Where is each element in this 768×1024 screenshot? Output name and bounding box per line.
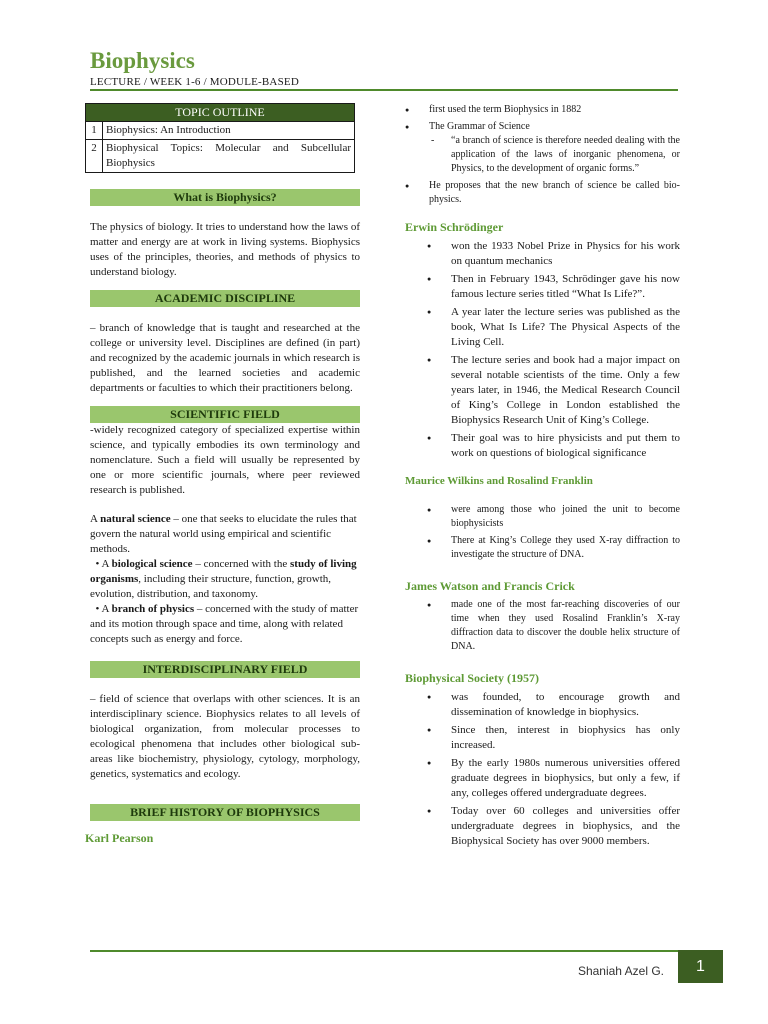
wilkins-list [405, 503, 680, 562]
list-item: ● A year later the lecture series was published as the book, What Is Life? The Physical Aspects of the Living Cell. [405, 305, 680, 350]
list-item: ● were among those who joined the unit to become biophysicists [405, 503, 680, 531]
list-item: ● The Grammar of Science [383, 120, 680, 134]
what-paragraph: The physics of biology. It tries to understand how the laws of matter and energy are at work in living systems. Biophysics uses of the principles, theories, and methods of physics to understand biology. [90, 221, 360, 278]
natural-science-paragraph [90, 512, 360, 557]
list-item: ● first used the term Biophysics in 1882 [383, 103, 680, 117]
interdisciplinary-paragraph: – field of science that overlaps with other sciences. It is an interdisciplinary science. Biophysics relates to all levels of biological organization, from molecular processes to ecological phenomena that includes other biological sub-areas like biochemistry, physiology, cytology, morphology, genetics, systematics and ecology. [90, 693, 360, 780]
topic-outline-heading: TOPIC OUTLINE [86, 104, 355, 122]
karl-pearson-list-2 [383, 179, 680, 207]
header-divider [90, 89, 678, 91]
page-header [90, 48, 678, 89]
bold-term: branch of physics [111, 603, 195, 615]
list-item: ● won the 1933 Nobel Prize in Physics for his work on quantum mechanics [405, 239, 680, 269]
page-subtitle: LECTURE / WEEK 1-6 / MODULE-BASED [90, 76, 299, 88]
society-list [405, 690, 680, 849]
section-heading-scientific: SCIENTIFIC FIELD [90, 406, 360, 423]
erwin-heading: Erwin Schrödinger [405, 220, 504, 234]
biophysical-society-heading: Biophysical Society (1957) [405, 671, 539, 685]
text-fragment: – concerned with the study of matter and its motion through space and time, along with related concepts such as energy and force. [90, 603, 359, 645]
text-fragment: A [90, 513, 101, 525]
footer-divider [90, 950, 678, 952]
list-item: ● made one of the most far-reaching discoveries of our time when they used Rosalind Franklin’s X-ray diffraction data to discover the double helix structure of DNA. [405, 598, 680, 654]
outline-row-text: Biophysical Topics: Molecular and Subcellular Biophysics [103, 140, 355, 173]
section-heading-academic: ACADEMIC DISCIPLINE [90, 290, 360, 307]
section-heading-interdisciplinary: INTERDISCIPLINARY FIELD [90, 661, 360, 678]
author-name: Shaniah Azel G. [577, 964, 664, 978]
text-fragment: , including their structure, function, growth, evolution, distribution, and taxonomy. [90, 573, 332, 600]
bold-term: study of living organisms [90, 558, 357, 585]
page-title: Biophysics [90, 48, 195, 73]
watson-list [405, 598, 680, 654]
watson-crick-heading: James Watson and Francis Crick [405, 579, 575, 593]
table-row [86, 140, 355, 173]
bold-term: biological science [111, 558, 193, 570]
list-item: ● was founded, to encourage growth and dissemination of knowledge in biophysics. [405, 690, 680, 720]
list-item: ● Today over 60 colleges and universities offer undergraduate degrees in biophysics, and the Biophysical Society has over 9000 members. [405, 804, 680, 849]
right-column [405, 103, 680, 852]
biological-science-paragraph [90, 557, 360, 602]
list-item: ● The lecture series and book had a major impact on several notable scientists of the time. Only a few years later, in 1946, the Medical Research Council of King’s College in London established the Biophysics Research Unit of King’s College. [405, 353, 680, 428]
page-number: 1 [678, 950, 723, 983]
list-item: ● He proposes that the new branch of science be called bio-physics. [383, 179, 680, 207]
left-column [85, 103, 360, 850]
scientific-paragraph: -widely recognized category of specialized expertise within science, and typically embodies its own terminology and nomenclature. Such a field will usually be represented by one or more scientific journals, where peer reviewed research is published. [90, 424, 360, 496]
list-item: ● By the early 1980s numerous universities offered graduate degrees in biophysics, but only a few, if any, colleges offered undergraduate degrees. [405, 756, 680, 801]
list-item: ● Their goal was to hire physicists and put them to work on questions of biological significance [405, 431, 680, 461]
text-fragment: – one that seeks to elucidate the rules that govern the natural world using empirical and scientific methods. [90, 513, 357, 555]
physics-branch-paragraph [90, 602, 360, 647]
karl-pearson-heading: Karl Pearson [85, 831, 154, 845]
list-item: ● Then in February 1943, Schrödinger gave his now famous lecture series titled “What Is Life?”. [405, 272, 680, 302]
list-item: ● Since then, interest in biophysics has only increased. [405, 723, 680, 753]
wilkins-franklin-heading: Maurice Wilkins and Rosalind Franklin [405, 475, 593, 487]
bold-term: natural science [100, 513, 171, 525]
section-heading-history: BRIEF HISTORY OF BIOPHYSICS [90, 804, 360, 821]
text-fragment: • A [95, 603, 112, 615]
outline-row-text: Biophysics: An Introduction [103, 122, 355, 140]
table-row [86, 122, 355, 140]
topic-outline-table [85, 103, 355, 173]
outline-row-number: 2 [86, 140, 103, 173]
erwin-list [405, 239, 680, 461]
outline-row-number: 1 [86, 122, 103, 140]
karl-pearson-list [383, 103, 680, 134]
section-heading-what: What is Biophysics? [90, 189, 360, 206]
text-fragment: – concerned with the [192, 558, 290, 570]
academic-paragraph: – branch of knowledge that is taught and researched at the college or university level. Disciplines are defined (in part) and recognized by the academic journals in which research is published, and the learned societies and academic departments or faculties to which their practitioners belong. [90, 322, 360, 394]
text-fragment: • A [95, 558, 112, 570]
quote-item: - “a branch of science is therefore needed dealing with the application of the laws of inorganic phenomena, or Physics, to the development of organic forms.” [383, 134, 680, 176]
list-item: ● There at King’s College they used X-ray diffraction to investigate the structure of DNA. [405, 534, 680, 562]
karl-pearson-quote-list [383, 134, 680, 176]
